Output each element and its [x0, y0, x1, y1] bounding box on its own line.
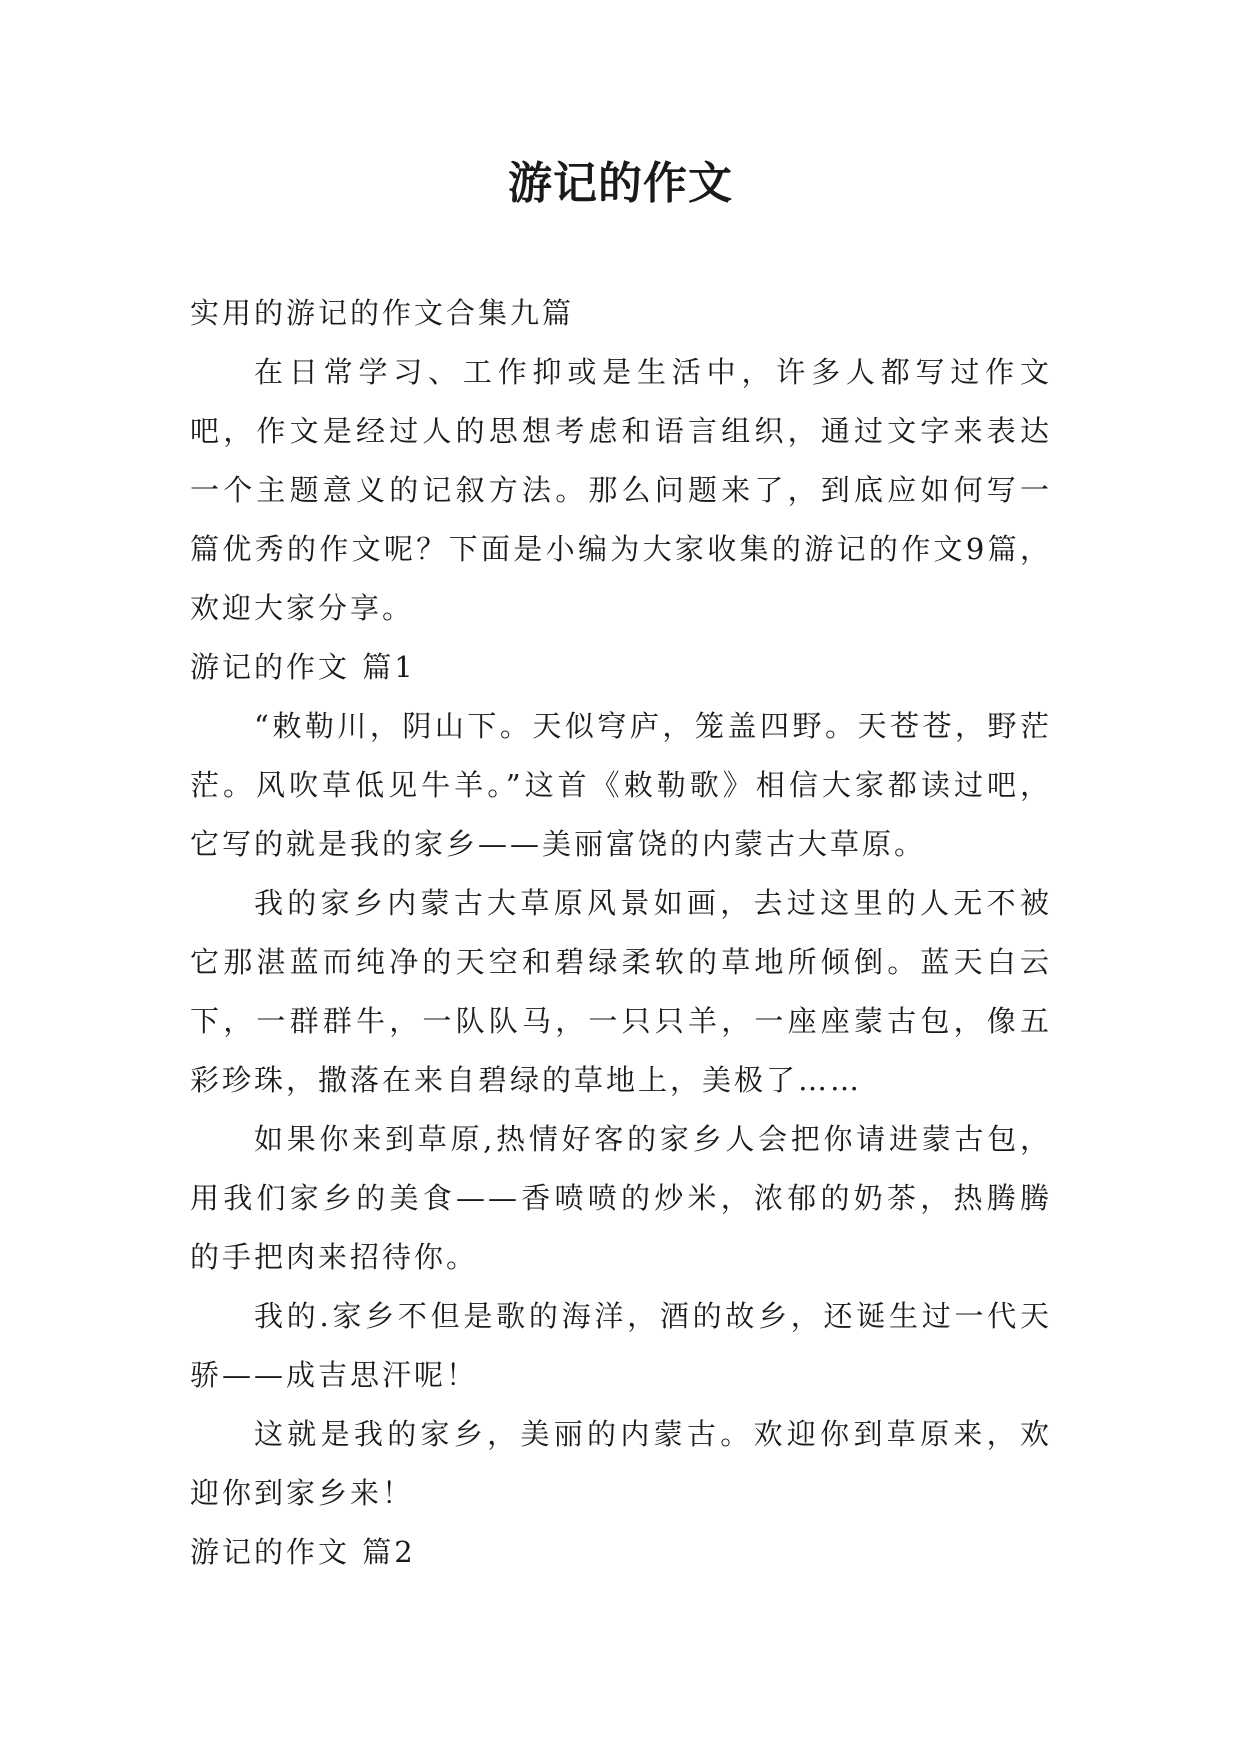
section-heading-2: 游记的作文 篇2 [190, 1535, 416, 1569]
section1-paragraph-5: 这就是我的家乡，美丽的内蒙古。欢迎你到草原来，欢迎你到家乡来！ [190, 1417, 1052, 1510]
section1-paragraph-4: 我的.家乡不但是歌的海洋，酒的故乡，还诞生过一代天骄——成吉思汗呢！ [190, 1299, 1052, 1392]
section1-paragraph-3: 如果你来到草原,热情好客的家乡人会把你请进蒙古包，用我们家乡的美食——香喷喷的炒米，浓郁的奶茶，热腾腾的手把肉来招待你。 [190, 1122, 1052, 1274]
collection-subtitle: 实用的游记的作文合集九篇 [190, 296, 575, 330]
section1-paragraph-2: 我的家乡内蒙古大草原风景如画，去过这里的人无不被它那湛蓝而纯净的天空和碧绿柔软的草地所倾倒。蓝天白云下，一群群牛，一队队马，一只只羊，一座座蒙古包，像五彩珍珠，撒落在来自碧绿的草地上，美极了…… [190, 886, 1052, 1097]
document-title: 游记的作文 [508, 158, 733, 209]
intro-paragraph: 在日常学习、工作抑或是生活中，许多人都写过作文吧，作文是经过人的思想考虑和语言组织，通过文字来表达一个主题意义的记叙方法。那么问题来了，到底应如何写一篇优秀的作文呢？下面是小编为大家收集的游记的作文9篇，欢迎大家分享。 [190, 355, 1052, 625]
document-body [190, 284, 1052, 1582]
section-heading-1: 游记的作文 篇1 [190, 650, 416, 684]
section1-paragraph-1: “敕勒川，阴山下。天似穹庐，笼盖四野。天苍苍，野茫茫。风吹草低见牛羊。”这首《敕勒歌》相信大家都读过吧，它写的就是我的家乡——美丽富饶的内蒙古大草原。 [190, 709, 1052, 861]
